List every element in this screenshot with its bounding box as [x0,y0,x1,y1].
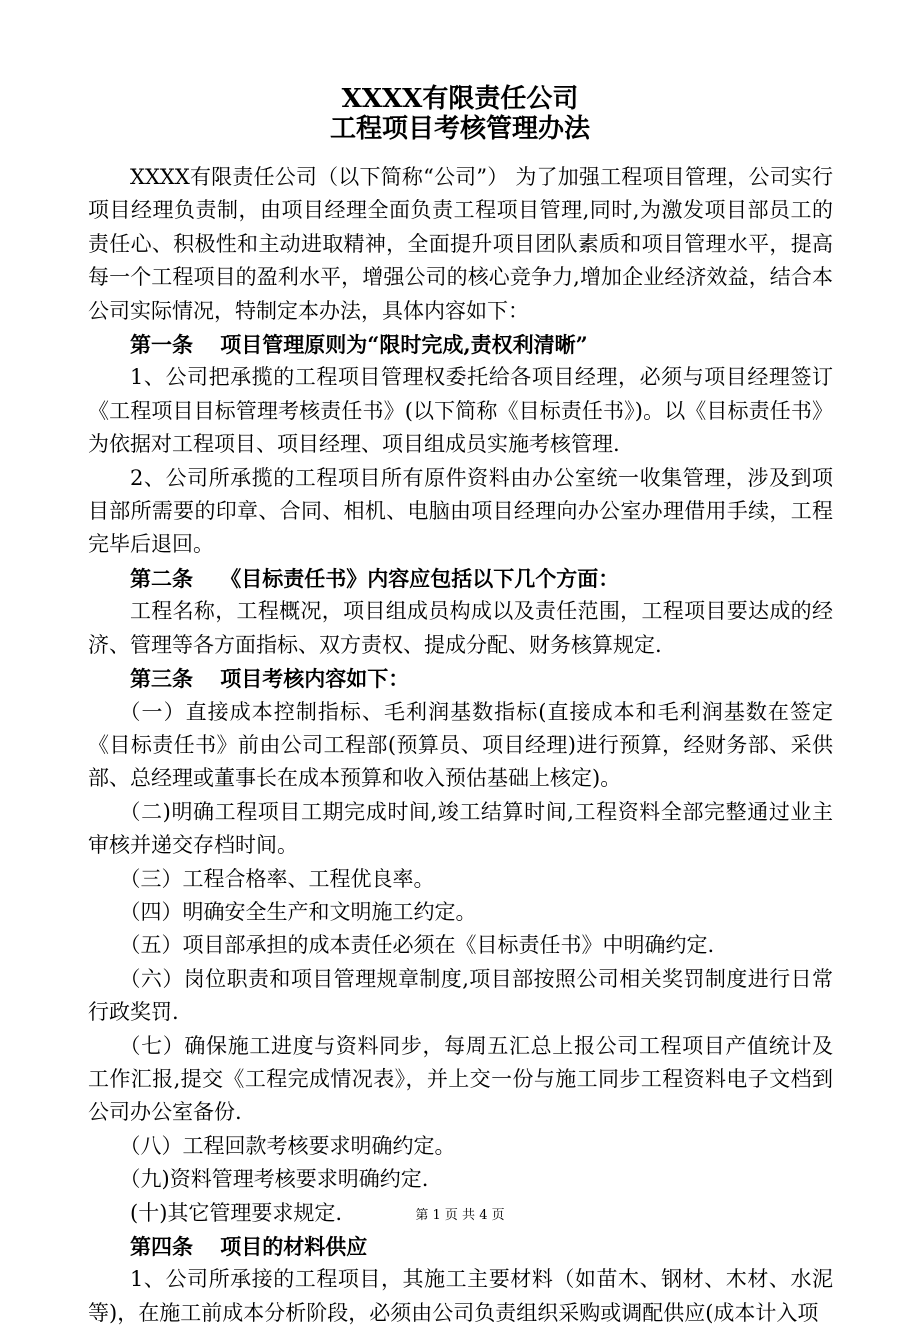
article-2-heading [88,562,833,595]
document-title: 工程项目考核管理办法 [329,114,590,144]
article-2-text: 工程名称，工程概况，项目组成员构成以及责任范围，工程项目要达成的经济、管理等各方面指标、双方责权、提成分配、财务核算规定. [88,599,833,657]
article-3-number: 第三条 [130,666,193,692]
article-3-item: （三）工程合格率、工程优良率。 [119,866,435,891]
article-4-number: 第四条 [130,1234,193,1259]
article-3-item: （六）岗位职责和项目管理规章制度,项目部按照公司相关奖罚制度进行日常行政奖罚. [88,966,833,1025]
article-1-title: 项目管理原则为“限时完成,责权利清晰” [220,332,588,358]
article-1-item: 2、公司所承揽的工程项目所有原件资料由办公室统一收集管理，涉及到项目部所需要的印章、合同、相机、电脑由项目经理向办公室办理借用手续，工程完毕后退回。 [88,465,833,557]
article-3-item: （四）明确安全生产和文明施工约定。 [119,899,477,924]
article-2-title: 《目标责任书》内容应包括以下几个方面： [220,565,620,591]
article-1-item: 1、公司把承揽的工程项目管理权委托给各项目经理，必须与项目经理签订《工程项目目标管理考核责任书》(以下简称《目标责任书》)。以《目标责任书》为依据对工程项目、项目经理、项目组成员实施考核管理. [88,365,833,457]
article-4-title: 项目的材料供应 [220,1234,368,1259]
article-3-item: （二)明确工程项目工期完成时间,竣工结算时间,工程资料全部完整通过业主审核并递交存档时间。 [88,799,833,858]
article-4-item: 1、公司所承接的工程项目，其施工主要材料（如苗木、钢材、木材、水泥等)，在施工前成本分析阶段，必须由公司负责组织采购或调配供应(成本计入项 [88,1267,833,1325]
article-2-number: 第二条 [130,565,193,591]
article-4-heading [88,1230,833,1263]
article-3-item: (十)其它管理要求规定. [130,1200,343,1225]
article-3-heading [88,662,833,695]
article-3-item: （八）工程回款考核要求明确约定。 [119,1133,456,1158]
article-1-number: 第一条 [130,332,193,358]
article-1-heading [88,328,833,361]
document-body [88,161,833,1330]
article-3-item: （一）直接成本控制指标、毛利润基数指标(直接成本和毛利润基数在签定《目标责任书》前由公司工程部(预算员、项目经理)进行预算，经财务部、采供部、总经理或董事长在成本预算和收入预估基础上核定)。 [88,699,833,791]
page-footer: 第 1 页 共 4 页 [415,1208,505,1223]
article-3-item: （五）项目部承担的成本责任必须在《目标责任书》中明确约定. [119,933,715,958]
document-title-company: XXXX有限责任公司 [341,84,579,114]
article-3-item: （九)资料管理考核要求明确约定. [119,1167,429,1192]
intro-paragraph: XXXX有限责任公司（以下简称“公司”） 为了加强工程项目管理，公司实行项目经理负责制，由项目经理全面负责工程项目管理,同时,为激发项目部员工的责任心、积极性和主动进取精神，全面提升项目团队素质和项目管理水平，提高每一个工程项目的盈利水平，增强公司的核心竞争力,增加企业经济效益，结合本公司实际情况，特制定本办法，具体内容如下： [88,165,833,323]
article-3-item: （七）确保施工进度与资料同步，每周五汇总上报公司工程项目产值统计及工作汇报,提交《工程完成情况表》，并上交一份与施工同步工程资料电子文档到公司办公室备份. [88,1033,833,1125]
article-3-title: 项目考核内容如下： [220,666,410,692]
